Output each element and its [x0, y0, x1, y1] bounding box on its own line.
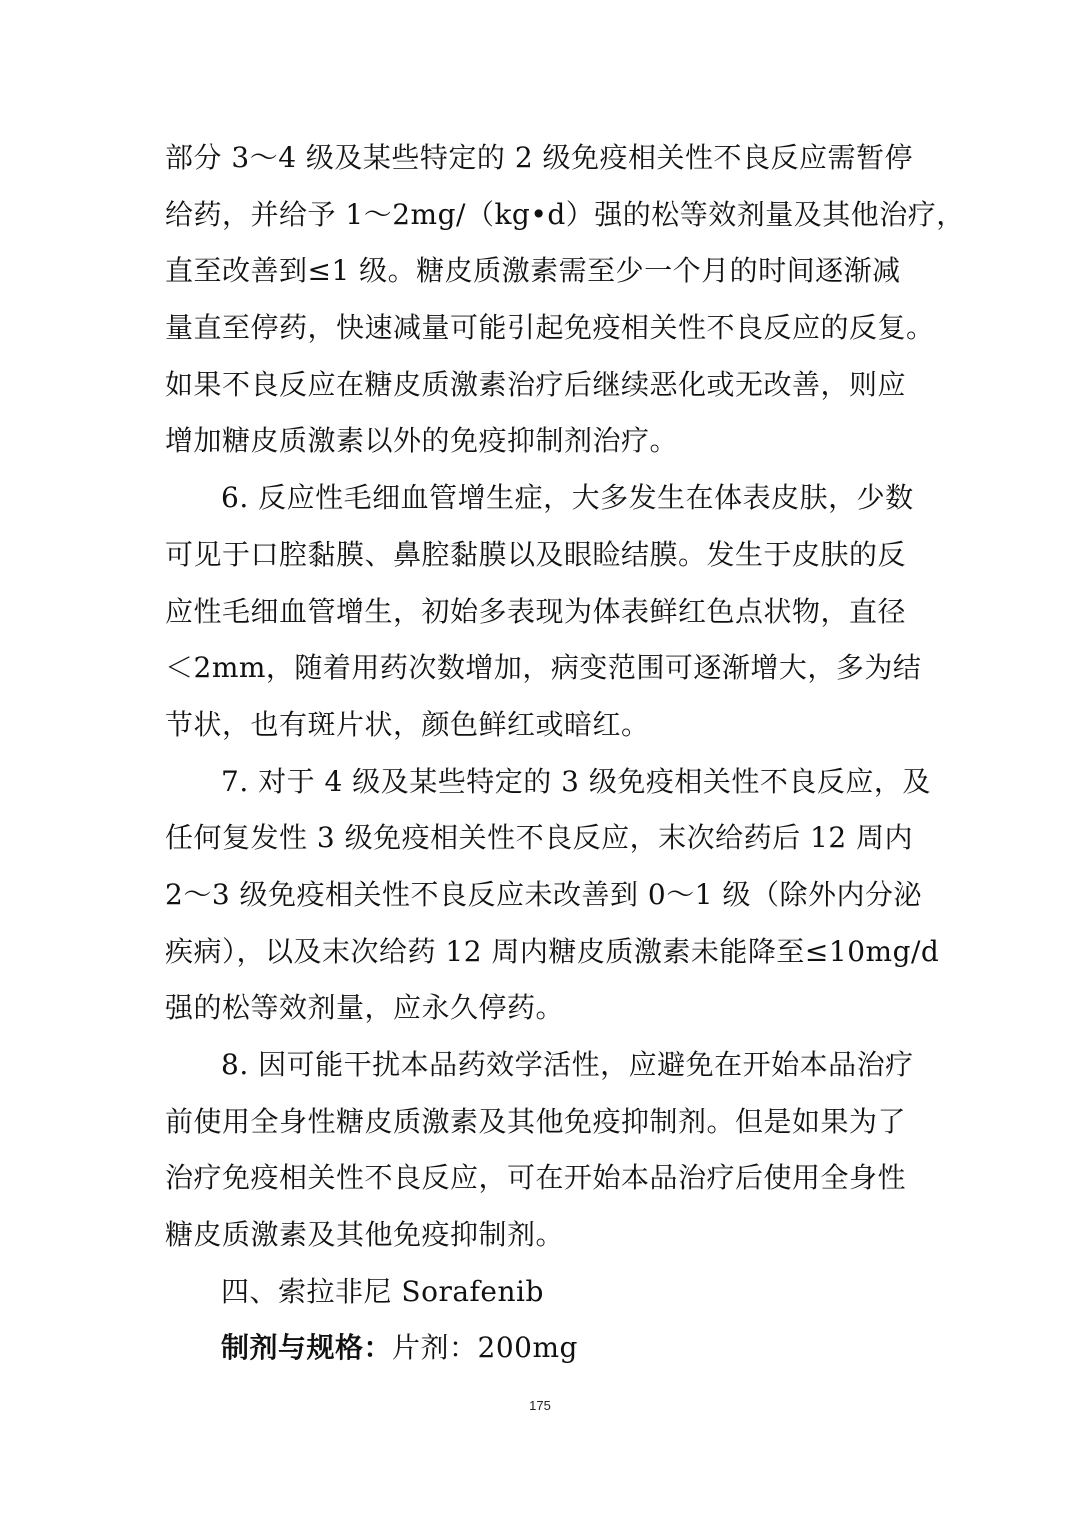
- text-line: 增加糖皮质激素以外的免疫抑制剂治疗。: [165, 424, 679, 458]
- section-heading: 四、索拉非尼 Sorafenib: [221, 1274, 544, 1308]
- spec-value: 片剂：200mg: [392, 1331, 578, 1365]
- paragraph-7-start: 7. 对于 4 级及某些特定的 3 级免疫相关性不良反应，及: [221, 764, 931, 798]
- text-line: 糖皮质激素及其他免疫抑制剂。: [165, 1218, 565, 1252]
- text-line: ＜2mm，随着用药次数增加，病变范围可逐渐增大，多为结: [165, 651, 922, 685]
- text-line: 部分 3～4 级及某些特定的 2 级免疫相关性不良反应需暂停: [165, 141, 914, 174]
- text-line: 如果不良反应在糖皮质激素治疗后继续恶化或无改善，则应: [165, 367, 907, 401]
- text-line: 任何复发性 3 级免疫相关性不良反应，末次给药后 12 周内: [165, 821, 914, 855]
- text-line: 治疗免疫相关性不良反应，可在开始本品治疗后使用全身性: [165, 1161, 907, 1195]
- spec-label: 制剂与规格：: [221, 1331, 393, 1365]
- document-body: [165, 130, 965, 1377]
- text-line: 直至改善到≤1 级。糖皮质激素需至少一个月的时间逐渐减: [165, 254, 901, 288]
- paragraph-8-start: 8. 因可能干扰本品药效学活性，应避免在开始本品治疗: [221, 1048, 914, 1081]
- page-number: 175: [529, 1398, 551, 1413]
- text-line: 2～3 级免疫相关性不良反应未改善到 0～1 级（除外内分泌: [165, 877, 922, 911]
- paragraph-6-start: 6. 反应性毛细血管增生症，大多发生在体表皮肤，少数: [221, 481, 914, 515]
- text-line: 前使用全身性糖皮质激素及其他免疫抑制剂。但是如果为了: [165, 1104, 907, 1138]
- text-line: 节状，也有斑片状，颜色鲜红或暗红。: [165, 707, 650, 741]
- text-line: 强的松等效剂量，应永久停药。: [165, 991, 565, 1025]
- text-line: 疾病），以及末次给药 12 周内糖皮质激素未能降至≤10mg/d: [165, 934, 940, 968]
- text-line: 可见于口腔黏膜、鼻腔黏膜以及眼睑结膜。发生于皮肤的反: [165, 537, 907, 571]
- text-line: 给药，并给予 1～2mg/（kg•d）强的松等效剂量及其他治疗，: [165, 197, 965, 231]
- text-line: 应性毛细血管增生，初始多表现为体表鲜红色点状物，直径: [165, 594, 907, 628]
- spec-line: [165, 1320, 920, 1377]
- text-line: 量直至停药，快速减量可能引起免疫相关性不良反应的反复。: [165, 311, 935, 345]
